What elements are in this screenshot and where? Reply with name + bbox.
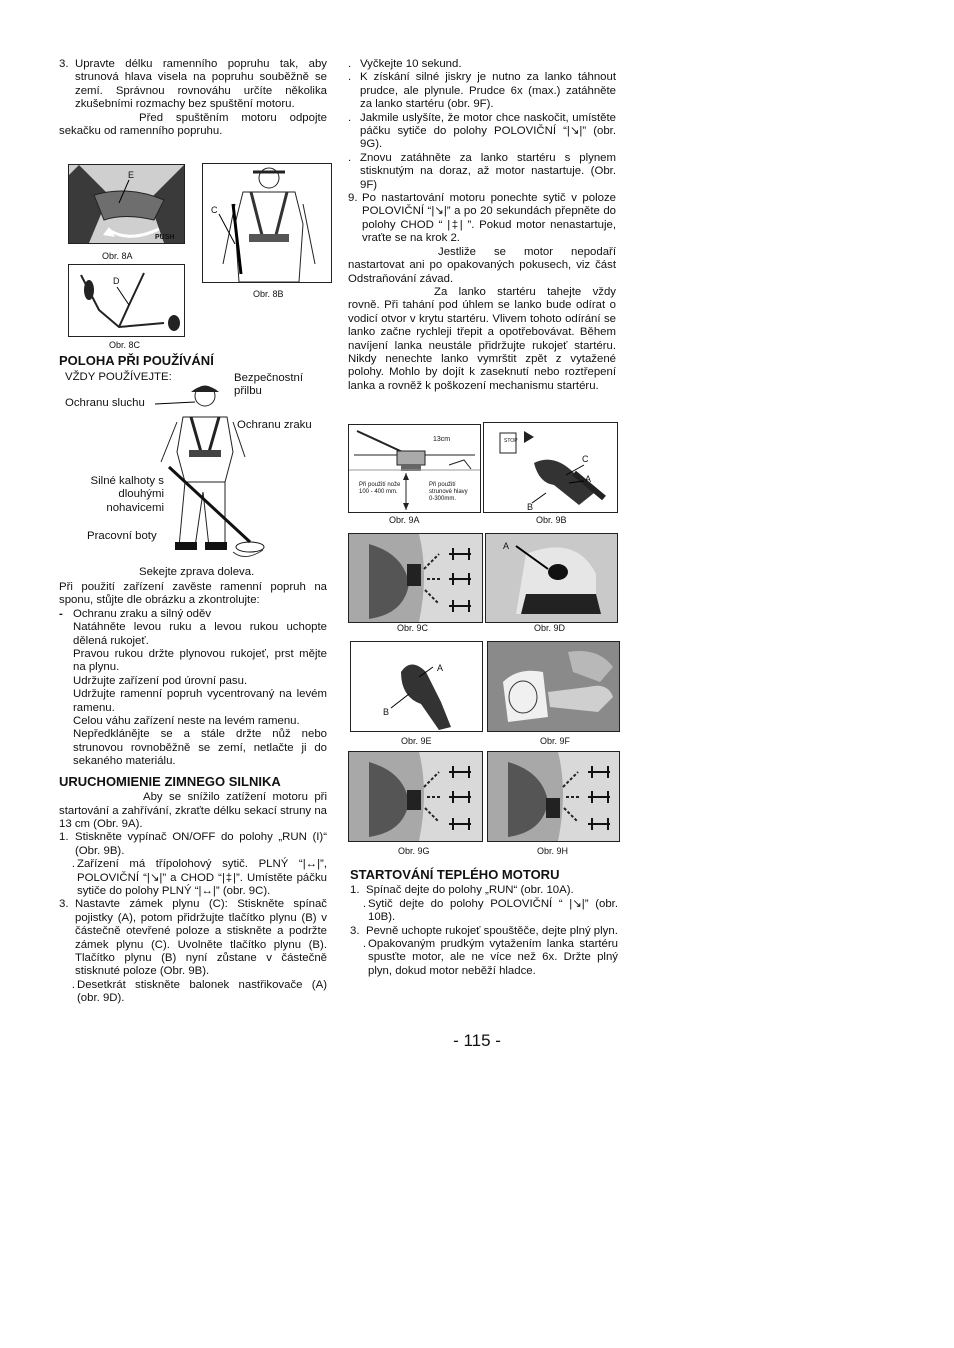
- step-number: .: [348, 58, 352, 70]
- label-c: C: [582, 454, 589, 464]
- cold-step: [59, 979, 327, 1006]
- figure-8a: [68, 164, 185, 244]
- label-hearing: Ochranu sluchu: [65, 397, 145, 409]
- step-text: Po nastartování motoru ponechte sytič v poloze POLOVIČNÍ “|↘|” a po 20 sekundách přepněte do polohy CHOD “ |‡| ”. Pokud motor nenastartuje, vraťte se na krok 2.: [362, 192, 616, 245]
- caption-9b: Obr. 9B: [536, 515, 567, 525]
- trimmer-harness-illustration: [69, 265, 184, 336]
- knife-note: Při použití nože 100 - 400 mm.: [359, 482, 401, 495]
- hearing-pointer: [155, 390, 205, 410]
- label-a: A: [437, 663, 444, 673]
- figure-9e: [350, 641, 483, 732]
- step-text: Desetkrát stiskněte balonek nastřikovače (A) (obr. 9D).: [77, 978, 327, 1005]
- figure-9f: [487, 641, 620, 732]
- caption-8a: Obr. 8A: [102, 251, 133, 261]
- warm-step: [350, 898, 618, 925]
- step-text: Spínač dejte do polohy „RUN“ (obr. 10A).: [366, 884, 574, 897]
- caption-9e: Obr. 9E: [401, 736, 432, 746]
- label-a: A: [585, 474, 592, 484]
- string-note: Při použití strunové hlavy 0-300mm.: [429, 482, 468, 502]
- check-4: Udržujte ramenní popruh vycentrovaný na levém ramenu.: [73, 688, 327, 714]
- step-text: Vyčkejte 10 sekund.: [360, 58, 462, 70]
- label-eyes: Ochranu zraku: [237, 419, 312, 431]
- stop-label: STOP: [504, 438, 518, 444]
- label-e: E: [128, 170, 135, 180]
- figure-8c: [68, 264, 185, 337]
- step-text: Nastavte zámek plynu (C): Stiskněte spínač pojistky (A), potom přidržujte tlačítko plynu (B) v částečně otevřené poloze a stiskněte a podržte zámek plynu (C). Uvolněte tlačítko plynu (B). Tlačítko plynu (B) nyní zůstane v částečně stisknuté poloze (Obr. 9B).: [75, 898, 327, 978]
- warm-up-step: [348, 112, 616, 152]
- step-number: 3.: [350, 924, 360, 937]
- step-number: .: [348, 111, 352, 124]
- step-number: 3.: [59, 58, 69, 70]
- step-number: 9.: [348, 192, 358, 205]
- left-column: [59, 58, 327, 138]
- choke-lever-photo: [349, 534, 482, 622]
- step-text: Stiskněte vypínač ON/OFF do polohy „RUN (I)“ (Obr. 9B).: [75, 831, 327, 857]
- step-text: Pevně uchopte rukojeť spouštěče, dejte plný plyn.: [366, 924, 618, 937]
- check-3: Udržujte zařízení pod úrovní pasu.: [73, 674, 248, 687]
- dash: -: [59, 607, 63, 620]
- warm-start-section: [350, 866, 618, 978]
- label-b: B: [527, 502, 534, 512]
- step-number: .: [348, 71, 352, 84]
- warm-step: [350, 938, 618, 978]
- heading-position: POLOHA PŘI POUŽÍVÁNÍ: [59, 353, 214, 368]
- check-6: Nepředklánějte se a stále držte nůž nebo strunovou rovnoběžně se zemí, netlačte ji do sekaného materiálu.: [73, 728, 327, 768]
- warm-up-step: [348, 152, 616, 192]
- caption-8b: Obr. 8B: [253, 289, 284, 299]
- push-label: PUSH: [155, 234, 175, 241]
- step-text: Upravte délku ramenního popruhu tak, aby strunová hlava visela na popruhu souběžně se zemí. Správnou rovnováhu určíte několika zkušebními rozmachy bez spuštění motoru.: [75, 58, 327, 111]
- cold-step: [59, 831, 327, 858]
- page-number: - 115 -: [453, 1031, 501, 1050]
- warm-up-step: [348, 192, 616, 246]
- choke-half-photo: [349, 752, 482, 841]
- para-fail: Jestliže se motor nepodaří nastartovat ani po opakovaných pokusech, viz část Odstraňování závad.: [348, 245, 616, 285]
- label-b: B: [383, 707, 390, 717]
- step-number: 3.: [59, 898, 69, 911]
- step-number: .: [362, 897, 366, 910]
- step-number: .: [71, 978, 75, 991]
- step-number: .: [348, 151, 352, 164]
- figure-9b: [483, 422, 618, 513]
- step-text: Sytič dejte do polohy POLOVIČNÍ “ |↘|” (obr. 10B).: [368, 897, 618, 924]
- step-number: 1.: [350, 884, 360, 897]
- step-3: [59, 58, 327, 112]
- figure-9g: [348, 751, 483, 842]
- check-1: Natáhněte levou ruku a levou rukou uchopte dělená rukojeť.: [73, 621, 327, 647]
- cut-direction: Sekejte zprava doleva.: [139, 566, 255, 578]
- step-number: .: [362, 938, 366, 951]
- check-text: Ochranu zraku a silný oděv: [73, 607, 212, 620]
- figure-9c: [348, 533, 483, 623]
- label-boots: Pracovní boty: [87, 530, 157, 542]
- label-d: D: [113, 276, 120, 286]
- check-0: [59, 608, 327, 621]
- figure-9h: [487, 751, 620, 842]
- step-text: Opakovaným prudkým vytažením lanka startéru spusťte motor, ale ne více než 6x. Držte plný plyn, dokud motor neběží hladce.: [368, 938, 618, 977]
- figure-9a: [348, 424, 481, 513]
- caption-8c: Obr. 8C: [109, 340, 141, 350]
- use-section: [59, 581, 327, 1006]
- choke-run-photo: [488, 752, 619, 841]
- starter-pull-photo: [488, 642, 619, 731]
- cold-step: [59, 858, 327, 898]
- label-helmet: Bezpečnostní přilbu: [234, 372, 304, 398]
- caption-9f: Obr. 9F: [540, 736, 571, 746]
- figure-9d: [485, 533, 618, 623]
- caption-9a: Obr. 9A: [389, 515, 420, 525]
- caption-9h: Obr. 9H: [537, 846, 569, 856]
- warm-up-step: [348, 58, 616, 71]
- heading-warm: STARTOVÁNÍ TEPLÉHO MOTORU: [350, 867, 560, 882]
- check-2: Pravou rukou držte plynovou rukojeť, prst mějte na plynu.: [73, 648, 327, 674]
- cold-intro: Aby se snížilo zatížení motoru při startování a zahřívání, zkraťte délku sekací struny na 13 cm (Obr. 9A).: [59, 791, 327, 830]
- throttle-trigger-diagram: [351, 642, 482, 731]
- caption-9g: Obr. 9G: [398, 846, 430, 856]
- step-text: Znovu zatáhněte za lanko startéru s plynem stisknutým na doraz, až motor nastartuje. (Obr. 9F): [360, 151, 616, 191]
- label-pants: Silné kalhoty s dlouhými nohavicemi: [90, 475, 164, 514]
- warm-step: [350, 884, 618, 897]
- step-text: Zařízení má třípolohový sytič. PLNÝ “|↔|”, POLOVIČNÍ “|↘|” a CHOD “|‡|”. Umístěte páčku sytiče do polohy PLNÝ “|↔|” (obr. 9C).: [77, 858, 327, 897]
- step-number: .: [71, 858, 75, 871]
- cold-step: [59, 898, 327, 978]
- label-c: C: [211, 205, 218, 215]
- caption-9d: Obr. 9D: [534, 623, 566, 633]
- warm-step: [350, 925, 618, 938]
- always-use: VŽDY POUŽÍVEJTE:: [65, 371, 172, 383]
- para-pull: Za lanko startéru tahejte vždy rovně. Při tahání pod úhlem se lanko bude odírat o vodicí otvor v krytu startéru. Vlivem tohoto odírání se lanko začne rychleji třepit a opotřebovávat. Během navíjení lanka neustále přidržujte rukojeť startéru. Nikdy nenechte lanko vymrštit zpět z vytažené polohy. Mohlo by dojít k zaseknutí nebo roztřepení lanka a rovněž k poškození mechanismu startéru.: [348, 285, 616, 392]
- step-text: Jakmile uslyšíte, že motor chce naskočit, umístěte páčku sytiče do polohy POLOVIČNÍ “|↘|” (obr. 9G).: [360, 111, 616, 151]
- warm-up-step: [348, 71, 616, 111]
- right-column: [348, 58, 616, 393]
- figure-8b: [202, 163, 332, 283]
- heading-cold: URUCHOMIENIE ZIMNEGO SILNIKA: [59, 773, 281, 789]
- step-number: 1.: [59, 831, 69, 844]
- step-text: K získání silné jiskry je nutno za lanko táhnout prudce, ale plynule. Prudce 6x (max.) zatáhněte za lanko startéru (obr. 9F).: [360, 71, 616, 111]
- caption-9c: Obr. 9C: [397, 623, 429, 633]
- person-with-harness-illustration: [203, 164, 331, 282]
- check-5: Celou váhu zařízení neste na levém ramenu.: [73, 715, 300, 728]
- note: Před spuštěním motoru odpojte sekačku od ramenního popruhu.: [59, 111, 327, 138]
- dim-label: 13cm: [433, 436, 451, 443]
- para-use: Při použití zařízení zavěste ramenní popruh na sponu, stůjte dle obrázku a zkontrolujte:: [59, 581, 327, 607]
- label-a: A: [503, 541, 510, 551]
